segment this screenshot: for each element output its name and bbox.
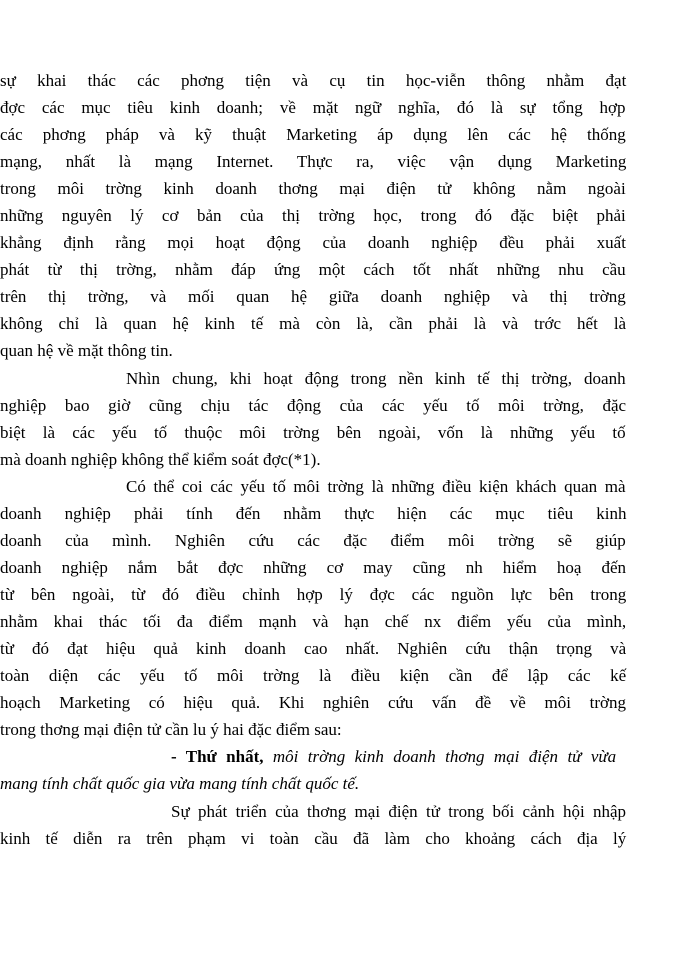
point-text: môi trờng kinh doanh thơng mại điện tử vừa [272, 747, 617, 766]
text-line: mạng, nhất là mạng Internet. Thực ra, việc vận dụng Marketing [0, 152, 627, 171]
text-line: mà doanh nghiệp không thể kiểm soát đợc(*1). [0, 450, 321, 469]
text-line: các phơng pháp và kỹ thuật Marketing áp dụng lên các hệ thống [0, 125, 626, 144]
text-line: khẳng định rằng mọi hoạt động của doanh nghiệp đều phải xuất [0, 233, 626, 252]
text-line: trong môi trờng kinh doanh thơng mại điện tử không nằm ngoài [0, 179, 626, 198]
text-line: biệt là các yếu tố thuộc môi trờng bên ngoài, vốn là những yếu tố [0, 423, 626, 442]
text-line: Nhìn chung, khi hoạt động trong nền kinh tế thị trờng, doanh [126, 369, 626, 388]
text-line: từ bên ngoài, từ đó điều chỉnh hợp lý đợc các nguồn lực bên trong [0, 585, 627, 604]
text-line: doanh nghiệp nắm bắt đợc những cơ may cũng nh hiểm hoạ đến [0, 558, 627, 577]
point-text-continued: mang tính chất quốc gia vừa mang tính chất quốc tế. [0, 774, 360, 793]
text-line: quan hệ về mặt thông tin. [0, 341, 173, 360]
text-line: nhằm khai thác tối đa điểm mạnh và hạn chế nx điểm yếu của mình, [0, 612, 627, 631]
text-line: Có thể coi các yếu tố môi trờng là những điều kiện khách quan mà [126, 477, 626, 496]
point-heading-line [171, 746, 616, 768]
text-line: những nguyên lý cơ bản của thị trờng học, trong đó đặc biệt phải [0, 206, 626, 225]
text-line: doanh nghiệp phải tính đến nhằm thực hiện các mục tiêu kinh [0, 504, 627, 523]
text-line: hoạch Marketing có hiệu quả. Khi nghiên cứu vấn đề về môi trờng [0, 693, 626, 712]
text-line: Sự phát triển của thơng mại điện tử trong bối cảnh hội nhập [171, 802, 627, 821]
text-line: toàn diện các yếu tố môi trờng là điều kiện cần để lập các kế [0, 666, 627, 685]
text-line: sự khai thác các phơng tiện và cụ tin học-viễn thông nhằm đạt [0, 71, 627, 90]
text-line: doanh của mình. Nghiên cứu các đặc điểm môi trờng sẽ giúp [0, 531, 626, 550]
text-line: kinh tế diễn ra trên phạm vi toàn cầu đã làm cho khoảng cách địa lý [0, 829, 627, 848]
point-label: - Thứ nhất, [171, 747, 264, 766]
text-line: trên thị trờng, và mối quan hệ giữa doanh nghiệp và thị trờng [0, 287, 626, 306]
text-line: nghiệp bao giờ cũng chịu tác động của các yếu tố môi trờng, đặc [0, 396, 627, 415]
text-line: không chỉ là quan hệ kinh tế mà còn là, cần phải là và trớc hết là [0, 314, 627, 333]
text-line: phát từ thị trờng, nhằm đáp ứng một cách tốt nhất những nhu cầu [0, 260, 626, 279]
text-line: đợc các mục tiêu kinh doanh; về mặt ngữ nghĩa, đó là sự tổng hợp [0, 98, 626, 117]
text-line: từ đó đạt hiệu quả kinh doanh cao nhất. Nghiên cứu thận trọng và [0, 639, 627, 658]
text-line: trong thơng mại điện tử cần lu ý hai đặc điểm sau: [0, 720, 342, 739]
